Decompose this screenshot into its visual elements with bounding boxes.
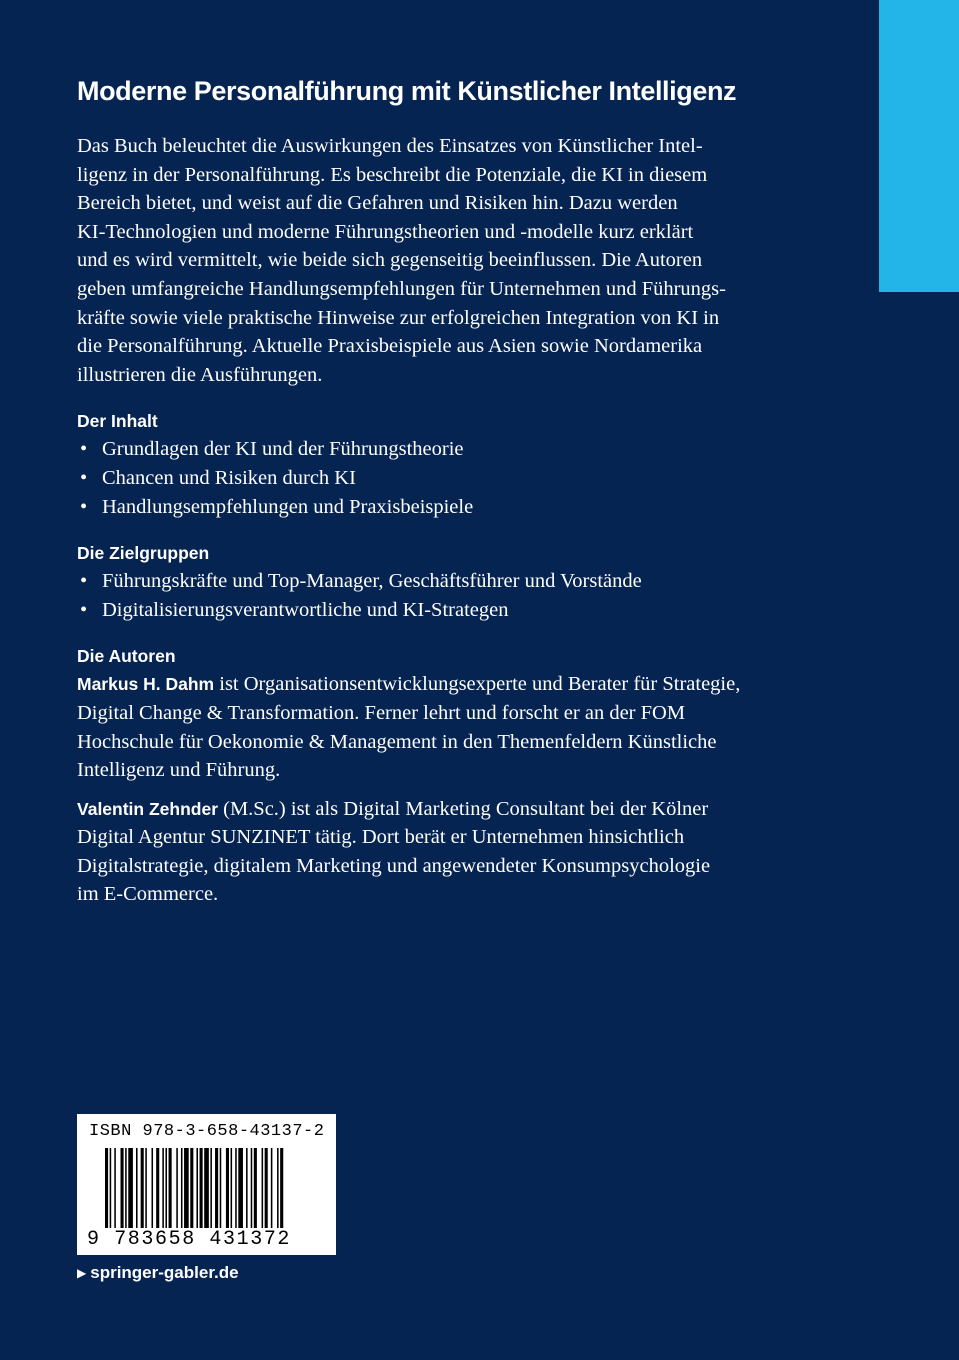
barcode-bar <box>220 1148 222 1234</box>
barcode-bar <box>162 1148 164 1234</box>
description-line: kräfte sowie viele praktische Hinweise zur erfolgreichen Integration von KI in <box>77 306 720 329</box>
bullet-icon: • <box>80 570 88 593</box>
description-line: ligenz in der Personalführung. Es beschreibt die Potenziale, die KI in diesem <box>77 163 708 186</box>
author-bio-dahm <box>77 670 789 784</box>
barcode-bar <box>246 1148 248 1234</box>
author-name: Valentin Zehnder <box>77 798 218 819</box>
list-item: • Chancen und Risiken durch KI <box>77 464 789 493</box>
barcode-bar <box>200 1148 203 1234</box>
inhalt-list <box>77 435 789 521</box>
section-inhalt <box>77 407 789 521</box>
barcode-bar <box>238 1148 243 1234</box>
author-bio-line: Digitalstrategie, digitalem Marketing und angewendeter Konsumpsychologie <box>77 854 711 877</box>
book-description <box>77 132 789 389</box>
barcode-bar <box>152 1148 154 1234</box>
author-bio-line: Markus H. Dahm ist Organisationsentwicklungsexperte und Berater für Strategie, <box>77 673 741 696</box>
barcode-bar <box>231 1148 233 1234</box>
section-heading-zielgruppen: Die Zielgruppen <box>77 543 210 564</box>
bullet-icon: • <box>80 466 88 489</box>
barcode-bar <box>265 1148 268 1234</box>
section-heading-inhalt: Der Inhalt <box>77 411 158 432</box>
bullet-icon: • <box>80 598 88 621</box>
section-heading-autoren: Die Autoren <box>77 646 176 667</box>
barcode-bar <box>184 1148 189 1234</box>
author-bio-line: Hochschule für Oekonomie & Management in den Themenfeldern Künstliche <box>77 730 717 753</box>
barcode-bar <box>156 1148 159 1234</box>
barcode-bar <box>128 1148 133 1234</box>
list-item: • Führungskräfte und Top-Manager, Geschäftsführer und Vorstände <box>77 567 789 596</box>
arrow-right-icon: ▶ <box>77 1266 87 1280</box>
author-bio-line: Digital Agentur SUNZINET tätig. Dort berät er Unternehmen hinsichtlich <box>77 826 685 849</box>
barcode-bar <box>280 1148 283 1234</box>
author-name: Markus H. Dahm <box>77 674 215 695</box>
author-bio-line: Valentin Zehnder (M.Sc.) ist als Digital Marketing Consultant bei der Kölner <box>77 797 709 820</box>
barcode-bar <box>235 1148 237 1234</box>
barcode-bar <box>204 1148 209 1234</box>
list-item: • Handlungsempfehlungen und Praxisbeispiele <box>77 493 789 522</box>
isbn-label: ISBN 978-3-658-43137-2 <box>89 1122 325 1141</box>
description-line: die Personalführung. Aktuelle Praxisbeispiele aus Asien sowie Nordamerika <box>77 335 703 358</box>
zielgruppen-list <box>77 567 789 624</box>
author-bio-line: im E-Commerce. <box>77 883 219 906</box>
barcode-bar <box>271 1148 273 1234</box>
publisher-website[interactable] <box>77 1261 239 1285</box>
back-cover-content <box>77 72 789 909</box>
barcode-bar <box>226 1148 229 1234</box>
barcode-bar <box>215 1148 218 1234</box>
barcode-bar <box>190 1148 193 1234</box>
barcode-bar <box>165 1148 167 1234</box>
barcode-bar <box>176 1148 178 1234</box>
description-line: und es wird vermittelt, wie beide sich gegenseitig beeinflussen. Die Autoren <box>77 249 703 272</box>
barcode-bar <box>254 1148 257 1234</box>
bullet-icon: • <box>80 438 88 461</box>
accent-color-bar <box>879 0 959 292</box>
author-bio-line: Digital Change & Transformation. Ferner lehrt und forscht er an der FOM <box>77 701 686 724</box>
barcode-bar <box>114 1148 116 1234</box>
barcode-bar <box>277 1148 279 1234</box>
book-title: Moderne Personalführung mit Künstlicher Intelligenz <box>77 76 737 106</box>
barcode-bar <box>105 1148 108 1234</box>
barcode-bar <box>262 1148 264 1234</box>
description-line: Bereich bietet, und weist auf die Gefahren und Risiken hin. Dazu werden <box>77 192 678 215</box>
barcode-bars <box>105 1148 325 1234</box>
description-line: Das Buch beleuchtet die Auswirkungen des Einsatzes von Künstlicher Intel- <box>77 135 703 157</box>
description-line: illustrieren die Ausführungen. <box>77 363 323 386</box>
description-line: KI-Technologien und moderne Führungstheorien und -modelle kurz erklärt <box>77 220 694 243</box>
bullet-icon: • <box>80 495 88 518</box>
section-autoren <box>77 642 789 909</box>
barcode-bar <box>110 1148 112 1234</box>
list-item: • Digitalisierungsverantwortliche und KI-Strategen <box>77 596 789 625</box>
barcode-bar <box>141 1148 144 1234</box>
barcode-bar <box>145 1148 147 1234</box>
list-item: • Grundlagen der KI und der Führungstheorie <box>77 435 789 464</box>
author-bio-zehnder <box>77 795 789 909</box>
barcode-bar <box>181 1148 183 1234</box>
barcode-bar <box>210 1148 212 1234</box>
section-zielgruppen <box>77 539 789 624</box>
barcode-bar <box>136 1148 138 1234</box>
barcode-graphic <box>105 1148 325 1234</box>
barcode-bar <box>196 1148 198 1234</box>
barcode-bar <box>169 1148 172 1234</box>
description-line: geben umfangreiche Handlungsempfehlungen für Unternehmen und Führungs- <box>77 277 726 300</box>
website-link[interactable]: springer-gabler.de <box>90 1263 239 1282</box>
barcode-bar <box>121 1148 124 1234</box>
barcode-bar <box>251 1148 253 1234</box>
author-bio-line: Intelligenz und Führung. <box>77 759 281 782</box>
barcode-digits: 9 783658 431372 <box>87 1228 295 1251</box>
barcode-bar <box>125 1148 127 1234</box>
isbn-barcode <box>77 1114 336 1255</box>
